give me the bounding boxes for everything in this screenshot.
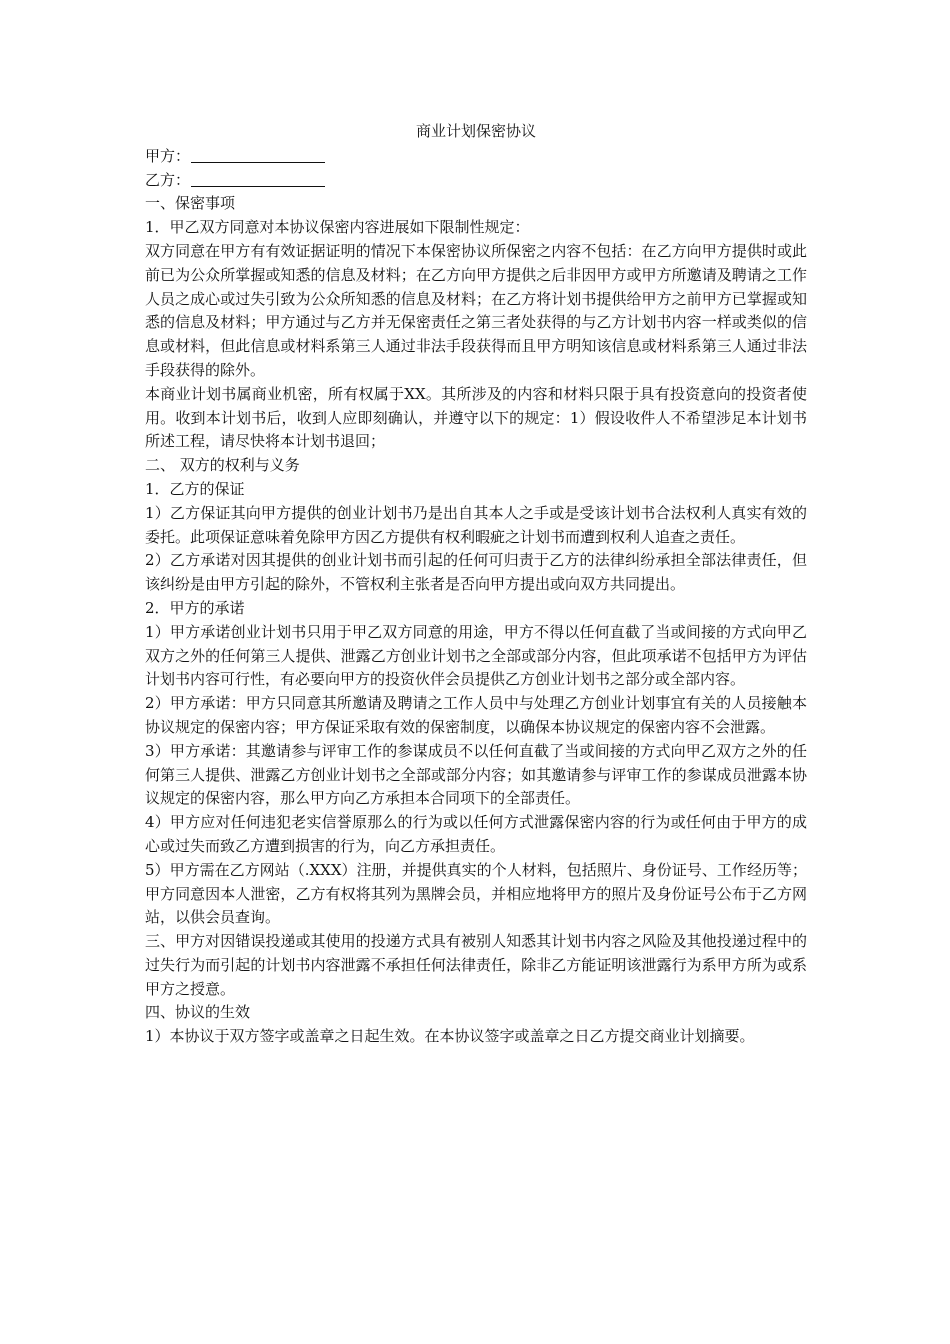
party-a-line [145,145,807,169]
party-a-blank [191,148,325,163]
party-b-line [145,169,807,193]
paragraph: 双方同意在甲方有有效证据证明的情况下本保密协议所保密之内容不包括：在乙方向甲方提供时或此前已为公众所掌握或知悉的信息及材料；在乙方向甲方提供之后非因甲方或甲方所邀请及聘请之工作人员之成心或过失引致为公众所知悉的信息及材料；在乙方将计划书提供给甲方之前甲方已掌握或知悉的信息及材料；甲方通过与乙方并无保密责任之第三者处获得的与乙方计划书内容一样或类似的信息或材料，但此信息或材料系第三人通过非法手段获得而且甲方明知该信息或材料系第三人通过非法手段获得的除外。 [145,241,807,379]
paragraph: 1）本协议于双方签字或盖章之日起生效。在本协议签字或盖章之日乙方提交商业计划摘要。 [145,1027,755,1046]
paragraph: 二、 双方的权利与义务 [145,456,300,475]
paragraph: 2．甲方的承诺 [145,598,245,617]
paragraph: 2）甲方承诺：甲方只同意其所邀请及聘请之工作人员中与处理乙方创业计划事宜有关的人员接触本协议规定的保密内容；甲方保证采取有效的保密制度，以确保本协议规定的保密内容不会泄露。 [145,694,807,736]
paragraph: 2）乙方承诺对因其提供的创业计划书而引起的任何可归责于乙方的法律纠纷承担全部法律责任，但该纠纷是由甲方引起的除外，不管权利主张者是否向甲方提出或向双方共同提出。 [145,551,807,594]
paragraph: 1）乙方保证其向甲方提供的创业计划书乃是出自其本人之手或是受该计划书合法权利人真实有效的委托。此项保证意味着免除甲方因乙方提供有权利暇疵之计划书而遭到权利人追查之责任。 [145,503,807,546]
paragraph: 1．乙方的保证 [145,479,245,498]
document-title: 商业计划保密协议 [415,122,536,140]
party-b-label: 乙方： [145,170,191,189]
paragraph: 1．甲乙双方同意对本协议保密内容进展如下限制性规定： [145,218,530,237]
paragraph: 一、保密事项 [145,194,236,213]
document-body [145,120,807,1049]
paragraph: 4）甲方应对任何违犯老实信誉原那么的行为或以任何方式泄露保密内容的行为或任何由于甲方的成心或过失而致乙方遭到损害的行为，向乙方承担责任。 [145,813,807,855]
party-b-blank [191,172,325,187]
paragraph: 本商业计划书属商业机密，所有权属于XX。其所涉及的内容和材料只限于具有投资意向的投资者使用。收到本计划书后，收到人应即刻确认，并遵守以下的规定：1）假设收件人不希望涉足本计划书所述工程，请尽快将本计划书退回； [145,384,807,451]
party-a-label: 甲方： [145,146,191,165]
paragraph: 5）甲方需在乙方网站（.XXX）注册，并提供真实的个人材料，包括照片、身份证号、工作经历等；甲方同意因本人泄密，乙方有权将其列为黑牌会员，并相应地将甲方的照片及身份证号公布于乙方网站，以供会员查询。 [145,860,807,927]
paragraph: 四、协议的生效 [145,1003,251,1022]
paragraph: 三、甲方对因错误投递或其使用的投递方式具有被别人知悉其计划书内容之风险及其他投递过程中的过失行为而引起的计划书内容泄露不承担任何法律责任，除非乙方能证明该泄露行为系甲方所为或系甲方之授意。 [145,932,807,998]
paragraph: 3）甲方承诺：其邀请参与评审工作的参谋成员不以任何直截了当或间接的方式向甲乙双方之外的任何第三人提供、泄露乙方创业计划书之全部或部分内容；如其邀请参与评审工作的参谋成员泄露本协议规定的保密内容，那么甲方向乙方承担本合同项下的全部责任。 [145,741,807,808]
paragraph: 1）甲方承诺创业计划书只用于甲乙双方同意的用途，甲方不得以任何直截了当或间接的方式向甲乙双方之外的任何第三人提供、泄露乙方创业计划书之全部或部分内容，但此项承诺不包括甲方为评估计划书内容可行性，有必要向甲方的投资伙伴会员提供乙方创业计划书之部分或全部内容。 [145,622,807,689]
paragraph-list [145,192,807,1049]
